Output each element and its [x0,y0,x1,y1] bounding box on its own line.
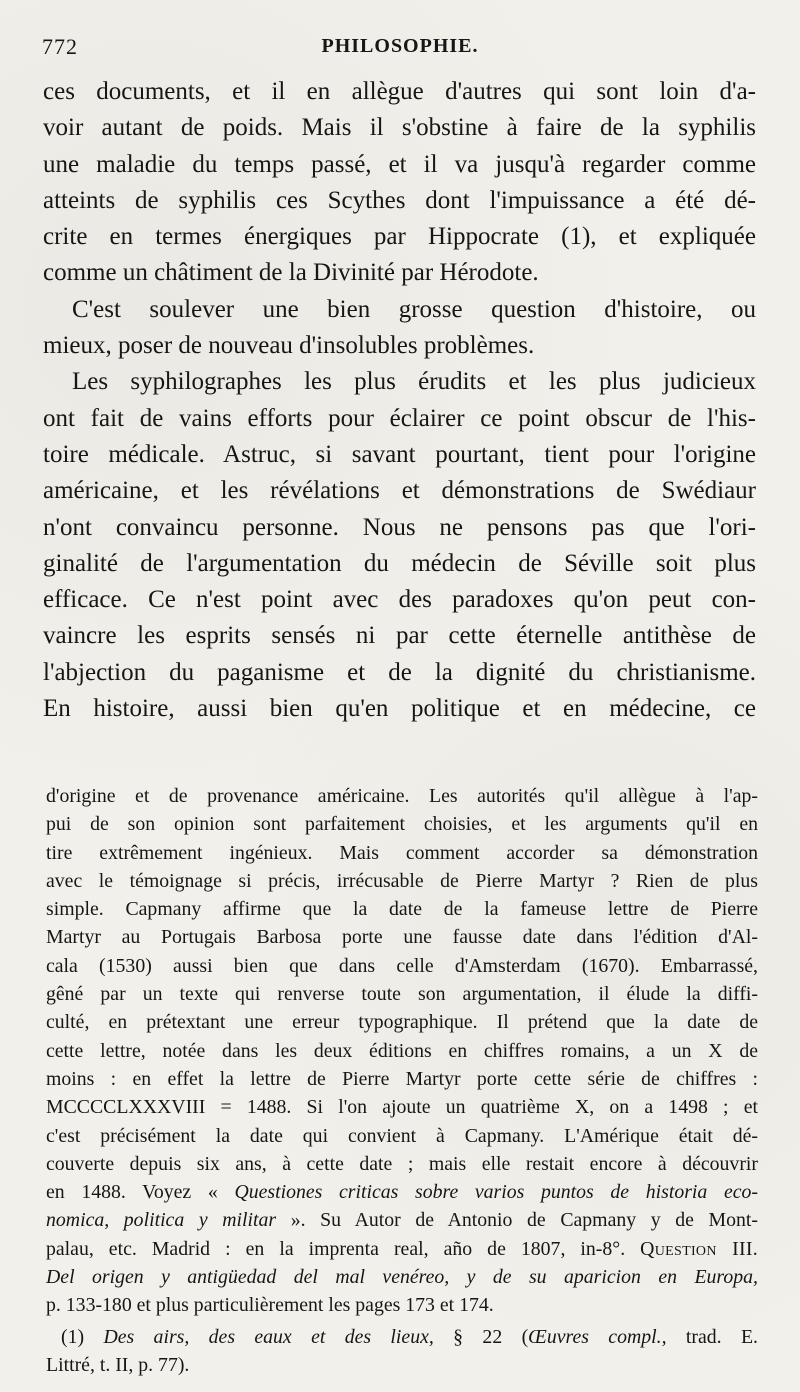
note-line: p. 133-180 et plus particulièrement les pages 173 et 174. [46,1294,494,1317]
note-italic-segment: Questiones criticas sobre varios puntos de historia eco- [234,1181,758,1204]
paragraph [43,364,756,727]
note-line: c'est précisément la date qui convient à Capmany. L'Amérique était dé- [46,1124,758,1147]
text-line: n'ont convaincu personne. Nous ne pensons pas que l'ori- [43,513,756,541]
note-italic-segment: nomica, politica y militar [46,1209,277,1232]
text-line: En histoire, aussi bien qu'en politique et en médecine, ce [43,695,756,723]
text-line: C'est soulever une bien grosse question d'histoire, ou [72,295,756,323]
running-title: PHILOSOPHIE. [321,35,479,57]
note-line: simple. Capmany affirme que la date de la fameuse lettre de Pierre [46,898,758,921]
question-label: Question III. [640,1237,758,1260]
text-line: ginalité de l'argumentation du médecin de Séville soit plus [43,549,756,577]
footnote-text-segment: § 22 ( [433,1325,529,1348]
footnote-line: Littré, t. II, p. 77). [46,1353,190,1376]
text-line: mieux, poser de nouveau d'insolubles problèmes. [43,332,535,360]
text-line: crite en termes énergiques par Hippocrate (1), et expliquée [43,223,756,251]
text-line: atteints de syphilis ces Scythes dont l'impuissance a été dé- [43,186,756,214]
note-line: culté, en prétextant une erreur typographique. Il prétend que la date de [46,1011,758,1034]
note-text-segment: « [191,1181,235,1204]
note-block [46,782,758,1379]
note-line: couverte depuis six ans, à cette date ; mais elle restait encore à découvrir [46,1152,758,1175]
note-text-segment: palau, etc. Madrid : en la imprenta real, año de 1807, in-8°. [46,1237,626,1260]
page-number: 772 [42,34,78,59]
text-line: une maladie du temps passé, et il va jusqu'à regarder comme [43,150,756,178]
text-line: toire médicale. Astruc, si savant pourtant, tient pour l'origine [43,440,756,468]
main-text [43,74,756,727]
note-line: d'origine et de provenance américaine. Les autorités qu'il allègue à l'ap- [46,785,758,807]
note-line: Del origen y antigüedad del mal venéreo, y de su aparicion en Europa, [46,1266,758,1289]
footnote-line [46,1323,758,1351]
note-line: tire extrêmement ingénieux. Mais comment accorder sa démonstration [46,841,758,864]
paragraph [43,74,756,292]
note-line: MCCCCLXXXVIII = 1488. Si l'on ajoute un quatrième X, on a 1498 ; et [46,1096,758,1119]
text-line: comme un châtiment de la Divinité par Hérodote. [43,259,539,287]
text-line: vaincre les esprits sensés ni par cette éternelle antithèse de [43,622,756,650]
paragraph [43,292,756,365]
note-line: cette lettre, notée dans les deux éditions en chiffres romains, a un X de [46,1039,758,1062]
text-line: l'abjection du paganisme et de la dignité du christianisme. [43,658,756,686]
text-line: voir autant de poids. Mais il s'obstine à faire de la syphilis [43,114,756,142]
text-line: ces documents, et il en allègue d'autres qui sont loin d'a- [43,78,756,105]
text-line: efficace. Ce n'est point avec des paradoxes qu'on peut con- [43,586,756,614]
text-line: Les syphilographes les plus érudits et les plus judicieux [72,368,756,396]
note-text-segment: en 1488. Voyez [46,1181,192,1204]
note-line: cala (1530) aussi bien que dans celle d'Amsterdam (1670). Embarrassé, [46,954,758,977]
note-line [46,1235,758,1263]
note-line: Martyr au Portugais Barbosa porte une fausse date dans l'édition d'Al- [46,926,758,949]
text-line: ont fait de vains efforts pour éclairer ce point obscur de l'his- [43,404,756,432]
note-line [46,1178,758,1206]
page-header [42,34,758,64]
text-line: américaine, et les révélations et démonstrations de Swédiaur [43,477,756,505]
note-line: moins : en effet la lettre de Pierre Martyr porte cette série de chiffres : [46,1067,758,1090]
note-line [46,1206,758,1234]
footnote-italic-segment: Œuvres compl., [528,1325,667,1348]
footnote-italic-segment: Des airs, des eaux et des lieux, [103,1325,434,1348]
footnote [46,1323,758,1380]
footnote-marker: (1) [61,1325,85,1348]
note-line: gêné par un texte qui renverse toute son argumentation, il élude la diffi- [46,983,758,1006]
note-text-segment: ». Su Autor de Antonio de Capmany y de Mont- [276,1209,758,1232]
footnote-text-segment: trad. E. [666,1325,758,1348]
note-line: pui de son opinion sont parfaitement choisies, et les arguments qu'il en [46,813,758,836]
note-line: avec le témoignage si précis, irrécusable de Pierre Martyr ? Rien de plus [46,869,758,892]
